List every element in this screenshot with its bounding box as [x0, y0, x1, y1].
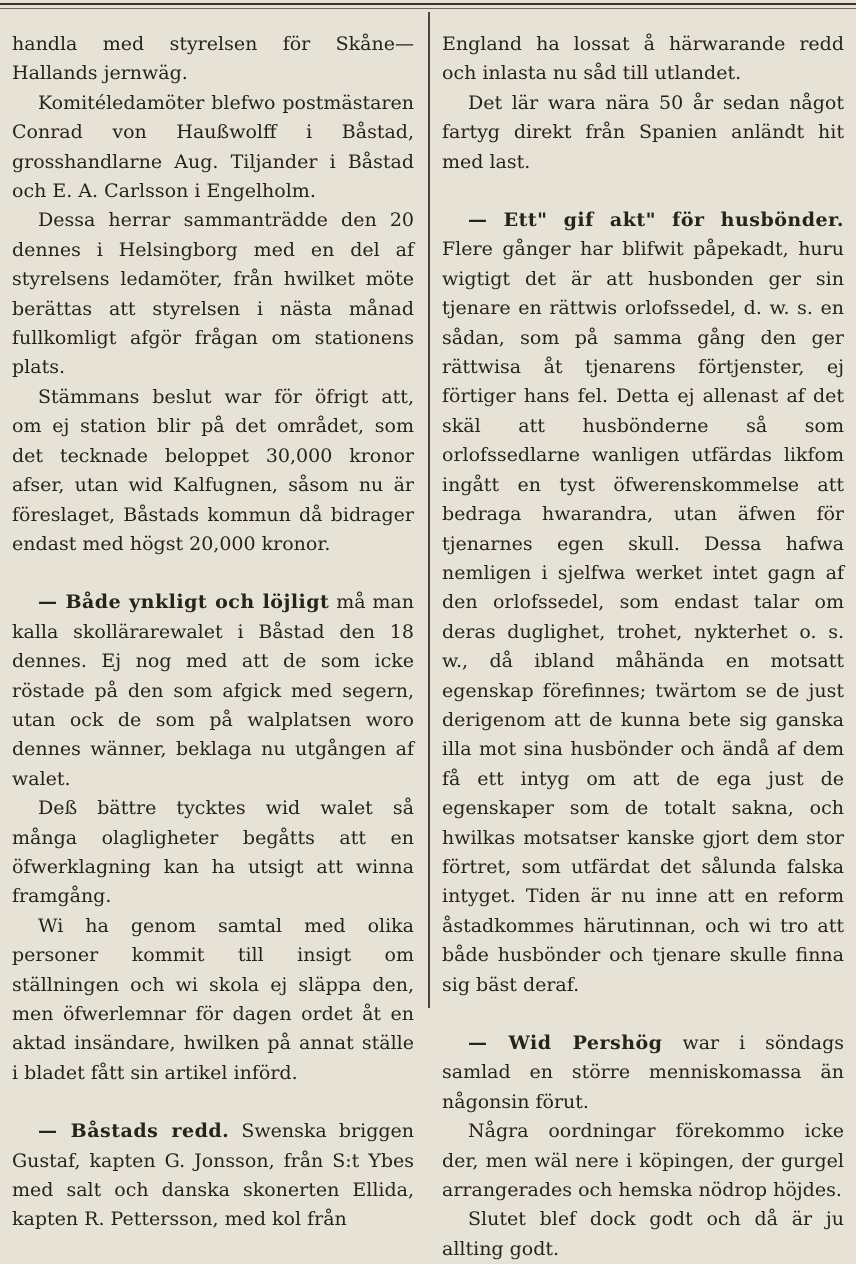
article-gap — [12, 559, 414, 588]
right-column — [442, 30, 844, 1264]
article-gap — [442, 177, 844, 206]
article-gap — [12, 1088, 414, 1117]
paragraph-spain: Det lär wara nära 50 år sedan något fartyg direkt från Spanien anländt hit med last. — [442, 91, 844, 173]
paragraph-committee: Komitéledamöter blefwo postmästaren Conrad von Haußwolff i Båstad, grosshandlarne Aug. Tiljander i Båstad och E. A. Carlsson i Engelholm. — [12, 91, 414, 203]
article-body: må man kalla skollärarewalet i Båstad den 18 dennes. Ej nog med att de som icke röstade på den som afgick med segern, utan ock de som på walplatsen woro dennes wänner, beklaga nu utgången af walet. — [12, 591, 414, 790]
paragraph-complaint: Deß bättre tycktes wid walet så många olagligheter begåtts att en öfwerklagning kan ha utsigt att winna framgång. — [12, 797, 414, 908]
article-body: war i söndags samlad en större menniskomassa än någonsin förut. — [442, 1032, 844, 1113]
article-pershog — [442, 1029, 844, 1117]
article-heading: — Ett" gif akt" för husbönder. — [468, 209, 844, 232]
paragraph-ending: Slutet blef dock godt och då är ju allting godt. — [442, 1208, 844, 1260]
paragraph-railway: handla med styrelsen för Skåne—Hallands jernwäg. — [12, 33, 414, 85]
article-heading: — Båstads redd. — [38, 1120, 230, 1143]
article-harbour — [12, 1117, 414, 1235]
paragraph-meeting: Dessa herrar sammanträdde den 20 dennes i Helsingborg med en del af styrelsens ledamöter, från hwilket möte berättas att styrelsen i nästa månad fullkomligt afgör frågan om stationens plats. — [12, 209, 414, 379]
article-teacher-election — [12, 588, 414, 794]
article-householders — [442, 206, 844, 1000]
paragraph-decision: Stämmans beslut war för öfrigt att, om ej station blir på det området, som det tecknade beloppet 30,000 kronor afser, utan wid Kalfugnen, såsom nu är föreslaget, Båstads kommun då bidrager endast med högst 20,000 kronor. — [12, 385, 414, 555]
paragraph-disorder: Några oordningar förekommo icke der, men wäl nere i köpingen, der gurgel arrangerades och hemska nödrop höjdes. — [442, 1120, 844, 1202]
paragraph-england: England ha lossat å härwarande redd och inlasta nu såd till utlandet. — [442, 33, 844, 85]
article-heading: — Wid Pershög — [468, 1032, 663, 1054]
top-rule — [0, 3, 856, 5]
article-body: Flere gånger har blifwit påpekadt, huru wigtigt det är att husbonden ger sin tjenare en rättwis orlofssedel, d. w. s. en sådan, som på samma gång den ger rättwisa åt tjenarens förtjenster, ej förtiger hans fel. Detta ej allenast af det skäl att husbönderne så som orlofssedlarne wanligen utfärdas likfom ingått en tyst öfwerenskommelse att bedraga hwarandra, utan äfwen för tjenarnes egen skull. Dessa hafwa nemligen i sjelfwa werket intet gagn af den orlofssedel, som endast talar om deras duglighet, trohet, nykterhet o. s. w., då ibland måhända en motsatt egenskap förefinnes; twärtom se de just derigenom att de kunna bete sig ganska illa mot sina husbönder och ändå af dem få ett intyg om att de ega just de egenskaper som de totalt sakna, och hwilkas motsatser kanske gjort dem stor förtret, som utfärdat det sålunda falska intyget. Tiden är nu inne att en reform åstadkommes härutinnan, och wi tro att både husbönder och tjenare skulle finna sig bäst deraf. — [442, 238, 844, 996]
article-body: Swenska briggen Gustaf, kapten G. Jonsson, från S:t Ybes med salt och danska skonerten Ellida, kapten R. Pettersson, med kol från — [12, 1120, 414, 1231]
left-column — [12, 30, 414, 1235]
article-heading: — Både ynkligt och löjligt — [38, 591, 330, 614]
top-rule-thin — [0, 8, 856, 9]
column-divider — [428, 12, 430, 1008]
paragraph-conversation: Wi ha genom samtal med olika personer kommit till insigt om ställningen och wi skola ej släppa den, men öfwerlemnar för dagen ordet åt en aktad insändare, hwilken på annat ställe i bladet fått sin artikel införd. — [12, 914, 414, 1084]
article-gap — [442, 1000, 844, 1029]
